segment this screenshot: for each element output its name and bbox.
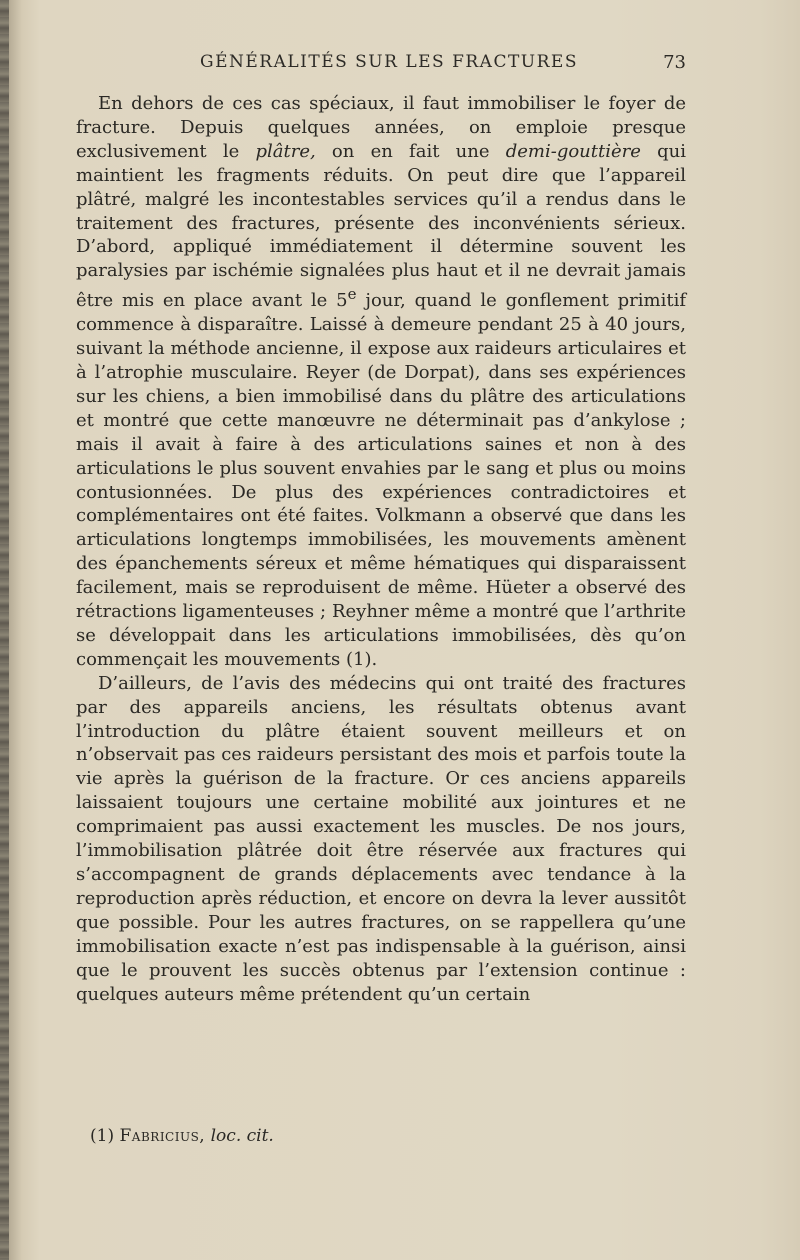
- running-title: GÉNÉRALITÉS SUR LES FRACTURES: [200, 52, 578, 72]
- footnote-number: (1): [90, 1126, 115, 1146]
- paragraph-1-text-c: qui maintient les fragments réduits. On peut dire que l’appareil plâtré, malgré les incontestables services qu’il a rendus dans le traitement des fractures, présente des inconvénients sérieux. D’abord, appliqué immédiatement il détermine souvent les paralysies par ischémie signalées plus haut et il ne devrait jamais être mis en place avant le 5: [76, 140, 687, 312]
- footnote: [90, 1126, 274, 1146]
- paragraph-2: D’ailleurs, de l’avis des médecins qui ont traité des fractures par des appareils anciens, les résultats obtenus avant l’introduction du plâtre étaient souvent meilleurs et on n’observait pas ces raideurs persistant des mois et parfois toute la vie après la guérison de la fracture. Or ces anciens appareils laissaient toujours une certaine mobilité aux jointures et ne comprimaient pas aussi exactement les muscles. De nos jours, l’immobilisation plâtrée doit être réservée aux fractures qui s’accompagnent de grands déplacements avec tendance à la reproduction après réduction, et encore on devra la lever aussitôt que possible. Pour les autres fractures, on se rappellera qu’une immobilisation exacte n’est pas indispensable à la guérison, ainsi que le prouvent les succès obtenus par l’extension continue : quelques auteurs même prétendent qu’un certain: [76, 672, 686, 1005]
- paragraph-1-text-a: En dehors de ces cas spéciaux, il faut immobiliser le foyer de fracture. Depuis quelques années, on emploie presque exclusivement le: [76, 93, 686, 162]
- page-number: 73: [663, 52, 686, 73]
- paragraph-1-text-d: jour, quand le gonflement primitif commence à disparaître. Laissé à demeure pendant 25 à 40 jours, suivant la méthode ancienne, il expose aux raideurs articulaires et à l’atrophie musculaire. Reyer (de Dorpat), dans ses expériences sur les chiens, a bien immobilisé dans du plâtre des articulations et montré que cette manœuvre ne déterminait pas d’ankylose ; mais il avait à faire à des articulations saines et non à des articulations le plus souvent envahies par le sang et plus ou moins contusionnées. De plus des expériences contradictoires et complémentaires ont été faites. Volkmann a observé que dans les articulations longtemps immobilisées, les mouvements amènent des épanchements séreux et même hématiques qui disparaissent facilement, mais se reproduisent de même. Hüeter a observé des rétractions ligamenteuses ; Reyhner même a montré que l’arthrite se développait dans les articulations immobilisées, dès qu’on commençait les mouvements (1).: [76, 290, 687, 670]
- footnote-reference: loc. cit.: [210, 1126, 274, 1146]
- book-spine-edge: [0, 0, 9, 1260]
- footnote-author: Fabricius,: [119, 1126, 206, 1146]
- paragraph-1: [76, 92, 686, 672]
- paragraph-1-text-b: on en fait une: [315, 140, 506, 162]
- running-header: [80, 52, 686, 78]
- paragraph-1-superscript: e: [347, 285, 357, 304]
- paragraph-1-emphasis-gouttiere: demi-gouttière: [505, 140, 641, 162]
- paragraph-1-emphasis-platre: plâtre,: [255, 140, 316, 162]
- main-text: [76, 92, 686, 1006]
